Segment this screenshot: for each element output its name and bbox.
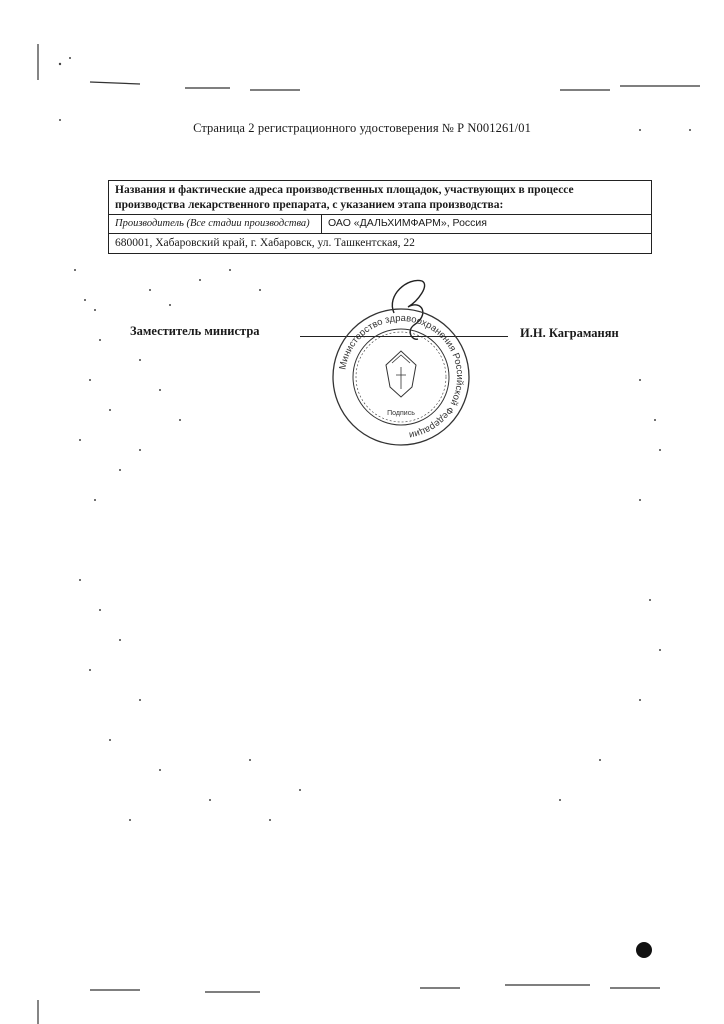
signatory-title: Заместитель министра <box>130 324 260 338</box>
seal-inner-text: Подпись <box>387 410 415 417</box>
official-seal <box>326 255 476 455</box>
scan-mark-dot <box>636 942 652 958</box>
page-header: Страница 2 регистрационного удостоверения № Р N001261/01 <box>193 121 531 135</box>
manufacturer-role: Производитель (Все стадии производства) <box>109 215 322 233</box>
table-row <box>109 233 652 253</box>
table-row <box>109 215 652 233</box>
seal-ring-text: Министерство здравоохранения Российской Федерации <box>337 312 466 441</box>
manufacturer-name: ОАО «ДАЛЬХИМФАРМ», Россия <box>322 215 652 233</box>
table-heading <box>109 181 652 215</box>
signatory-name: И.Н. Каграманян <box>520 326 619 340</box>
manufacturer-address: 680001, Хабаровский край, г. Хабаровск, ул. Ташкентская, 22 <box>109 233 652 253</box>
production-sites-table <box>108 180 652 254</box>
table-heading-line-1: Названия и фактические адреса производственных площадок, участвующих в процессе <box>115 184 574 196</box>
table-heading-line-2: производства лекарственного препарата, с указанием этапа производства: <box>115 198 504 211</box>
